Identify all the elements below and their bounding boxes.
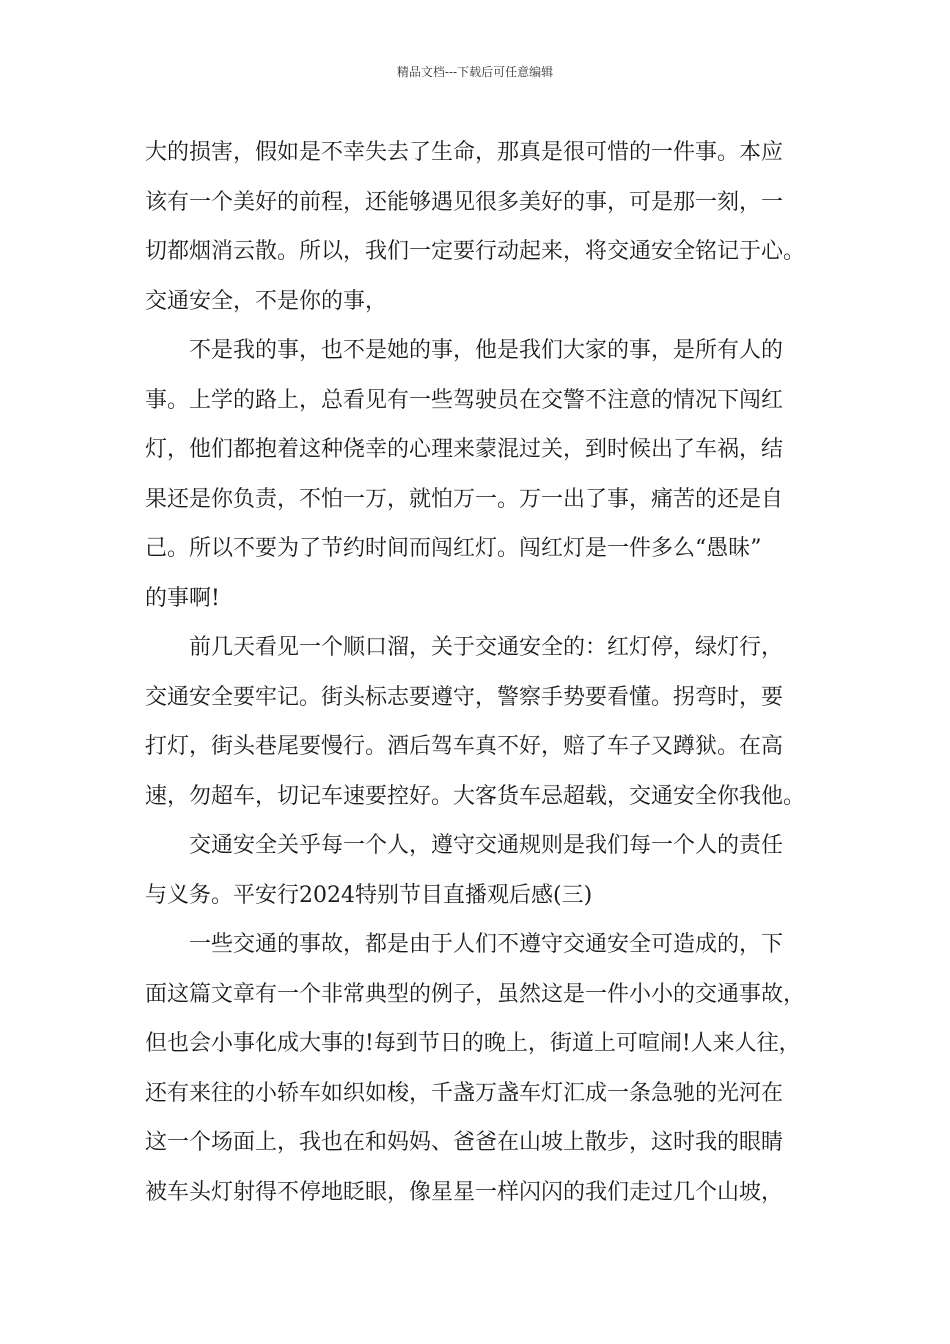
text-line: 与义务。平安行2024特别节目直播观后感(三) <box>145 882 593 908</box>
text-line: 果还是你负责，不怕一万，就怕万一。万一出了事，痛苦的还是自 <box>145 486 784 512</box>
text-line: 交通安全要牢记。街头标志要遵守，警察手势要看懂。拐弯时，要 <box>145 684 784 710</box>
paragraph-first-line: 交通安全关乎每一个人，遵守交通规则是我们每一个人的责任 <box>189 833 784 858</box>
text-line: 事。上学的路上，总看见有一些驾驶员在交警不注意的情况下闯红 <box>145 387 784 413</box>
text-line: 但也会小事化成大事的!每到节日的晚上，街道上可喧闹!人来人往， <box>145 1031 801 1056</box>
text-line: 灯，他们都抱着这种侥幸的心理来蒙混过关，到时候出了车祸，结 <box>145 437 784 462</box>
paragraph-first-line: 一些交通的事故，都是由于人们不遵守交通安全可造成的，下 <box>189 932 784 957</box>
text-line: 切都烟消云散。所以，我们一定要行动起来，将交通安全铭记于心。 <box>145 239 806 264</box>
text-line: 速，勿超车，切记车速要控好。大客货车忌超载，交通安全你我他。 <box>145 783 806 809</box>
text-line: 这一个场面上，我也在和妈妈、爸爸在山坡上散步，这时我的眼睛 <box>145 1130 784 1155</box>
paragraph-first-line: 不是我的事，也不是她的事，他是我们大家的事，是所有人的 <box>189 338 784 363</box>
text-line: 面这篇文章有一个非常典型的例子，虽然这是一件小小的交通事故， <box>145 981 806 1007</box>
text-line: 的事啊! <box>145 585 220 611</box>
text-line: 被车头灯射得不停地眨眼，像星星一样闪闪的我们走过几个山坡， <box>145 1179 784 1205</box>
text-line: 打灯，街头巷尾要慢行。酒后驾车真不好，赔了车子又蹲狱。在高 <box>145 734 784 759</box>
text-line: 还有来往的小轿车如织如梭，千盏万盏车灯汇成一条急驰的光河在 <box>145 1080 784 1106</box>
text-line: 该有一个美好的前程，还能够遇见很多美好的事，可是那一刻，一 <box>145 189 784 215</box>
text-line: 己。所以不要为了节约时间而闯红灯。闯红灯是一件多么“愚昧” <box>145 536 762 561</box>
document-body <box>145 128 815 1217</box>
text-line: 大的损害，假如是不幸失去了生命，那真是很可惜的一件事。本应 <box>145 140 784 165</box>
page-header: 精品文档---下载后可任意编辑 <box>396 65 554 79</box>
paragraph-first-line: 前几天看见一个顺口溜，关于交通安全的：红灯停，绿灯行， <box>189 635 784 660</box>
text-line: 交通安全，不是你的事， <box>145 288 388 314</box>
